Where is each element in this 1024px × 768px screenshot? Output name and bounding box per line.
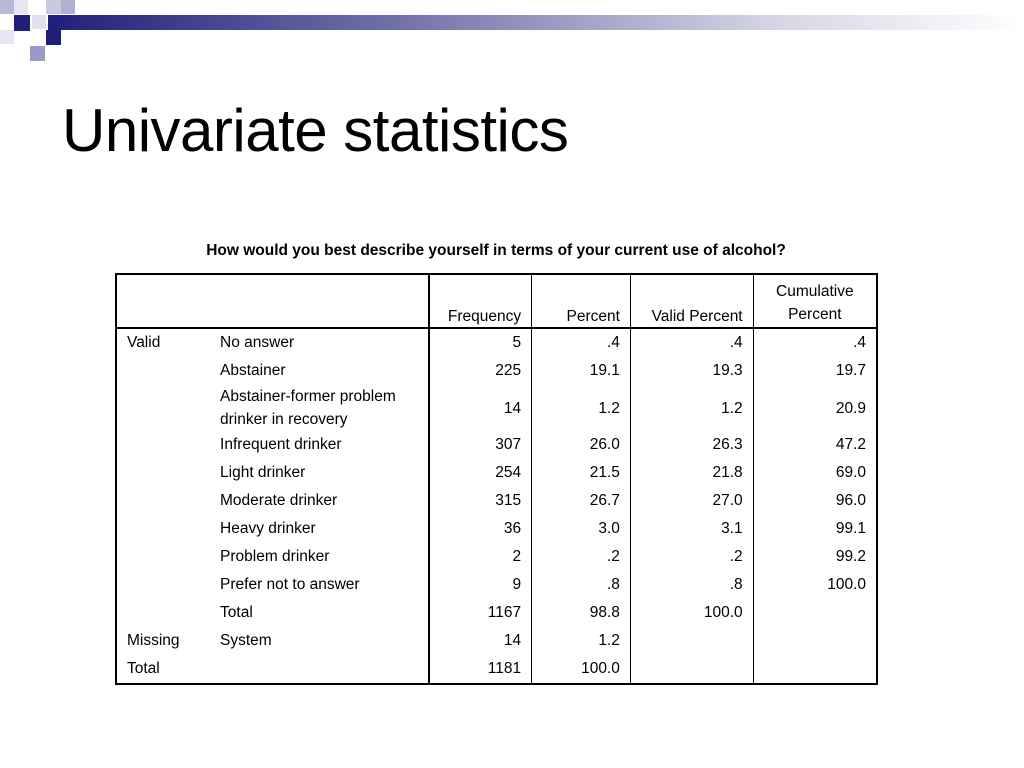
table-row	[116, 357, 877, 385]
row-cumulative	[753, 627, 877, 655]
row-cumulative: 47.2	[753, 431, 877, 459]
row-frequency: 315	[429, 487, 532, 515]
table-row	[116, 459, 877, 487]
table-row	[116, 543, 877, 571]
row-label: Problem drinker	[220, 548, 330, 565]
row-percent: .2	[532, 543, 631, 571]
row-group	[116, 357, 210, 385]
row-frequency: 36	[429, 515, 532, 543]
table-row	[116, 599, 877, 627]
table-title: How would you best describe yourself in terms of your current use of alcohol?	[206, 242, 786, 259]
row-label: Total	[220, 604, 253, 621]
header-cumulative-line1: Cumulative	[776, 283, 854, 300]
row-valid-percent	[630, 655, 753, 684]
row-percent: 26.0	[532, 431, 631, 459]
header-cumulative-percent	[753, 274, 877, 328]
row-frequency: 254	[429, 459, 532, 487]
table-row	[116, 655, 877, 684]
row-valid-percent: .2	[630, 543, 753, 571]
row-frequency: 9	[429, 571, 532, 599]
row-percent: 98.8	[532, 599, 631, 627]
row-frequency: 1167	[429, 599, 532, 627]
row-percent: 1.2	[532, 627, 631, 655]
row-label: No answer	[220, 334, 295, 351]
row-group: Valid	[127, 334, 161, 351]
row-percent: .4	[532, 328, 631, 357]
row-label: Abstainer	[220, 362, 286, 379]
row-group	[116, 599, 210, 627]
row-label: Prefer not to answer	[220, 576, 360, 593]
row-valid-percent: .4	[630, 328, 753, 357]
table-header-row	[116, 274, 877, 328]
table-row	[116, 487, 877, 515]
row-valid-percent: 3.1	[630, 515, 753, 543]
row-percent: 26.7	[532, 487, 631, 515]
row-group	[116, 431, 210, 459]
row-percent: 100.0	[532, 655, 631, 684]
row-label: Infrequent drinker	[220, 436, 342, 453]
row-label: Heavy drinker	[220, 520, 316, 537]
table-row	[116, 515, 877, 543]
row-valid-percent: 26.3	[630, 431, 753, 459]
checker-squares-icon	[0, 0, 1024, 62]
row-percent: 21.5	[532, 459, 631, 487]
row-frequency: 14	[429, 385, 532, 431]
row-percent: 19.1	[532, 357, 631, 385]
row-cumulative: 96.0	[753, 487, 877, 515]
row-label-line2: drinker in recovery	[220, 411, 348, 428]
row-group: Total	[127, 660, 160, 677]
row-valid-percent: 27.0	[630, 487, 753, 515]
row-label	[210, 385, 429, 431]
header-valid-percent: Valid Percent	[630, 274, 753, 328]
header-frequency: Frequency	[429, 274, 532, 328]
row-cumulative	[753, 655, 877, 684]
row-cumulative: 100.0	[753, 571, 877, 599]
row-valid-percent: 1.2	[630, 385, 753, 431]
table-row	[116, 571, 877, 599]
row-valid-percent	[630, 627, 753, 655]
row-frequency: 1181	[429, 655, 532, 684]
row-group	[116, 385, 210, 431]
row-cumulative: 19.7	[753, 357, 877, 385]
row-frequency: 14	[429, 627, 532, 655]
row-frequency: 307	[429, 431, 532, 459]
slide-title: Univariate statistics	[62, 97, 569, 164]
row-valid-percent: 100.0	[630, 599, 753, 627]
row-valid-percent: 21.8	[630, 459, 753, 487]
header-cumulative-line2: Percent	[788, 306, 842, 323]
row-label: Light drinker	[220, 464, 306, 481]
row-percent: 3.0	[532, 515, 631, 543]
table-row	[116, 627, 877, 655]
row-cumulative: 99.1	[753, 515, 877, 543]
row-group	[116, 459, 210, 487]
row-cumulative	[753, 599, 877, 627]
row-frequency: 5	[429, 328, 532, 357]
header-percent: Percent	[532, 274, 631, 328]
header-blank-label	[210, 274, 429, 328]
table-row	[116, 431, 877, 459]
row-group	[116, 543, 210, 571]
row-group: Missing	[127, 632, 180, 649]
row-cumulative: 20.9	[753, 385, 877, 431]
row-group	[116, 515, 210, 543]
row-label-line1: Abstainer-former problem	[220, 388, 396, 405]
row-valid-percent: 19.3	[630, 357, 753, 385]
row-cumulative: .4	[753, 328, 877, 357]
row-valid-percent: .8	[630, 571, 753, 599]
row-frequency: 2	[429, 543, 532, 571]
row-group	[116, 487, 210, 515]
table-row	[116, 385, 877, 431]
row-label: System	[220, 632, 272, 649]
frequency-table	[115, 273, 878, 685]
row-percent: .8	[532, 571, 631, 599]
row-cumulative: 99.2	[753, 543, 877, 571]
header-blank-group	[116, 274, 210, 328]
row-frequency: 225	[429, 357, 532, 385]
row-group	[116, 571, 210, 599]
table-row	[116, 328, 877, 357]
row-label	[210, 655, 429, 684]
row-label: Moderate drinker	[220, 492, 338, 509]
row-cumulative: 69.0	[753, 459, 877, 487]
row-percent: 1.2	[532, 385, 631, 431]
